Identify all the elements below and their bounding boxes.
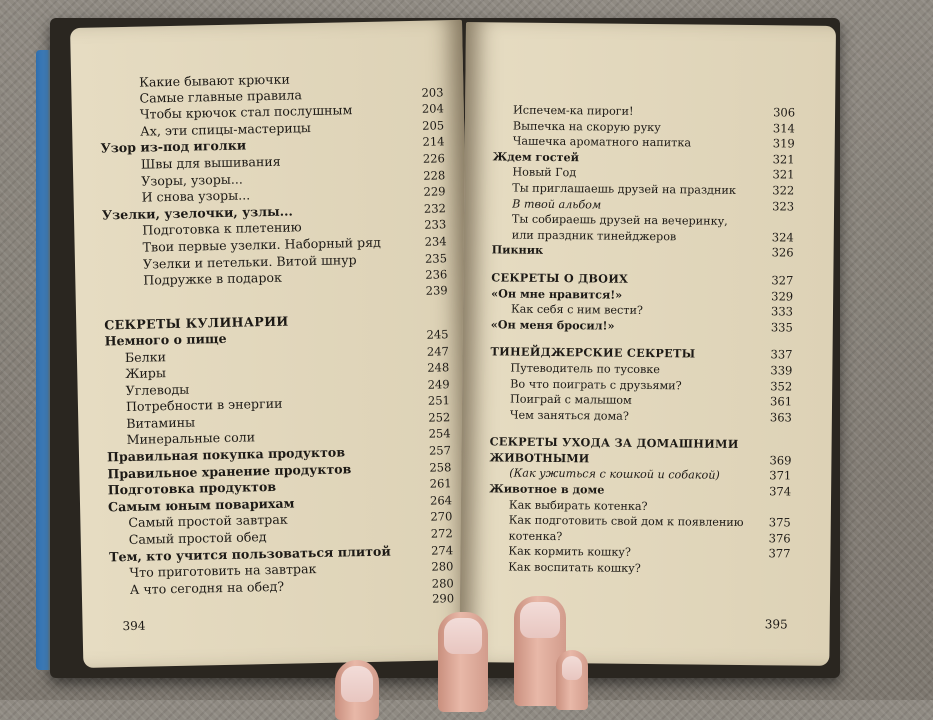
toc-entry-title: Чтобы крючок стал послушным [100,101,410,123]
toc-entry-title: Тем, кто учится пользоваться плитой [109,543,419,565]
toc-entry-title: Витамины [106,410,416,432]
right-toc [488,102,795,578]
toc-entry-page: 321 [760,168,794,184]
toc-entry-page: 264 [418,493,452,509]
toc-entry-title: Как выбирать котенка? [489,497,757,515]
toc-entry-page: 363 [758,410,792,426]
toc-entry-title: Как себя с ним вести? [491,301,759,319]
toc-entry-title: Какие бывают крючки [99,69,409,91]
right-page-number: 395 [765,617,788,631]
toc-entry-title: Ты приглашаешь друзей на праздник [492,180,760,198]
toc-entry-page: 371 [757,469,791,485]
toc-entry-title: Узор из-под иголки [100,134,410,156]
toc-entry-title: Швы для вышивания [101,151,411,173]
toc-entry-title: Правильное хранение продуктов [107,460,417,482]
toc-entry-page: 272 [419,526,453,542]
toc-entry-page: 333 [759,304,793,320]
toc-entry-title: Самым юным поварихам [108,493,418,515]
toc-entry-title: Самые главные правила [99,85,409,107]
toc-entry-title: Жиры [105,360,415,382]
toc-entry-title: Минеральные соли [107,426,417,448]
toc-entry-title: Самый простой завтрак [108,509,418,531]
toc-entry-page: 280 [419,559,453,575]
toc-entry-page: 352 [758,379,792,395]
toc-entry-page: 327 [759,273,793,289]
toc-entry-page: 247 [415,344,449,360]
toc-entry-page: 329 [759,289,793,305]
toc-entry-page: 375 [757,515,791,531]
toc-entry-page: 248 [415,360,449,376]
toc-entry-title: Как кормить кошку? [488,544,756,562]
toc-entry-title: СЕКРЕТЫ УХОДА ЗА ДОМАШНИМИ [490,435,758,453]
toc-entry-page: 319 [761,136,795,152]
toc-entry-title [104,295,414,301]
toc-entry-title: Во что поиграть с друзьями? [490,376,758,394]
left-page-number: 394 [122,619,145,633]
toc-entry-title: котенка? [489,528,757,546]
toc-entry-page: 234 [412,234,446,250]
toc-entry-title: Как подготовить свой дом к появлению [489,513,757,531]
toc-entry-page: 251 [416,394,450,410]
toc-entry-page: 254 [416,427,450,443]
toc-entry-title [110,603,420,609]
toc-entry-title: Испечем-ка пироги! [493,102,761,120]
toc-entry-title: Твои первые узелки. Наборный ряд [102,234,412,256]
toc-entry-title: Ах, эти спицы-мастерицы [100,118,410,140]
toc-entry-title: Новый Год [492,165,760,183]
toc-entry-page: 233 [412,218,446,234]
toc-entry-page: 245 [414,327,448,343]
toc-entry-title: СЕКРЕТЫ КУЛИНАРИИ [104,311,414,333]
toc-entry [490,407,792,426]
toc-entry-page: 326 [760,245,794,261]
toc-entry-title: И снова узоры... [101,184,411,206]
toc-entry-page: 369 [757,453,791,469]
toc-entry-page: 376 [757,531,791,547]
toc-entry-page [409,80,443,81]
toc-entry-page: 258 [417,460,451,476]
left-page [70,20,475,668]
toc-entry-title: Поиграй с малышом [490,391,758,409]
toc-entry-title: СЕКРЕТЫ О ДВОИХ [491,270,759,288]
toc-entry-title: Ждем гостей [493,149,761,167]
toc-entry-title: Потребности в энергии [106,393,416,415]
finger-bottom [335,660,379,720]
toc-entry-page: 323 [760,199,794,215]
toc-entry-page: 290 [420,592,454,608]
toc-entry-page: 261 [418,476,452,492]
finger-left [438,612,488,712]
toc-entry-page: 270 [418,510,452,526]
toc-entry-title: Правильная покупка продуктов [107,443,417,465]
finger-small [556,650,588,710]
toc-entry-page: 214 [410,135,444,151]
toc-entry-title: Путеводитель по тусовке [490,360,758,378]
toc-entry-page: 252 [416,410,450,426]
toc-entry-page: 204 [410,101,444,117]
toc-entry-page: 335 [759,320,793,336]
toc-entry-title: Пикник [492,243,760,261]
toc-entry-title: В твой альбом [492,196,760,214]
toc-entry-page: 374 [757,484,791,500]
toc-entry-title: Подготовка к плетению [102,217,412,239]
toc-entry-title: Узоры, узоры... [101,168,411,190]
toc-entry-page [414,323,448,324]
toc-entry-page: 322 [760,183,794,199]
toc-entry-title: Подружке в подарок [103,267,413,289]
toc-entry-title: ТИНЕЙДЖЕРСКИЕ СЕКРЕТЫ [490,345,758,363]
toc-entry-page: 274 [419,543,453,559]
toc-entry-page: 229 [411,184,445,200]
left-toc [99,68,454,614]
toc-entry-title: Узелки и петельки. Витой шнур [103,251,413,273]
toc-entry-title: Животное в доме [489,481,757,499]
toc-entry-page: 339 [758,363,792,379]
toc-entry-title: Чем заняться дома? [490,407,758,425]
toc-entry [488,559,790,578]
toc-entry-page: 239 [413,283,447,299]
toc-entry-page: 361 [758,394,792,410]
toc-entry-page: 228 [411,168,445,184]
toc-entry-page: 205 [410,118,444,134]
toc-entry-title: «Он меня бросил!» [491,317,759,335]
right-page [459,22,836,666]
toc-entry-title: Что приготовить на завтрак [109,559,419,581]
toc-entry-page: 226 [411,151,445,167]
toc-entry-page: 377 [756,547,790,563]
toc-entry-title: Белки [105,343,415,365]
toc-entry-page: 236 [413,267,447,283]
toc-entry-page: 232 [412,201,446,217]
toc-entry-title: (Как ужиться с кошкой и собакой) [489,466,757,484]
toc-entry-title: Ты собираешь друзей на вечеринку, [492,212,760,230]
toc-entry-title: ЖИВОТНЫМИ [489,450,757,468]
toc-entry-page: 324 [760,230,794,246]
toc-entry-title: Углеводы [105,377,415,399]
toc-entry-title: Немного о пище [104,327,414,349]
toc-entry-page: 314 [761,121,795,137]
toc-entry-page: 280 [420,576,454,592]
toc-entry-page: 321 [761,152,795,168]
toc-entry-title: Узелки, узелочки, узлы... [102,201,412,223]
toc-entry-title: Выпечка на скорую руку [493,118,761,136]
toc-entry-page: 249 [415,377,449,393]
toc-entry-title: Чашечка ароматного напитка [493,134,761,152]
toc-entry-page: 257 [417,443,451,459]
toc-entry [491,317,793,336]
toc-entry-page: 306 [761,105,795,121]
toc-entry-page: 203 [409,85,443,101]
toc-entry-title: Подготовка продуктов [108,476,418,498]
toc-entry-page: 337 [758,347,792,363]
toc-entry-title: А что сегодня на обед? [110,576,420,598]
toc-entry-title: или праздник тинейджеров [492,227,760,245]
toc-entry-title: Самый простой обед [109,526,419,548]
toc-entry-title: Как воспитать кошку? [488,559,756,577]
toc-entry [492,243,794,262]
toc-entry-page: 235 [413,251,447,267]
toc-entry-title: «Он мне нравится!» [491,286,759,304]
